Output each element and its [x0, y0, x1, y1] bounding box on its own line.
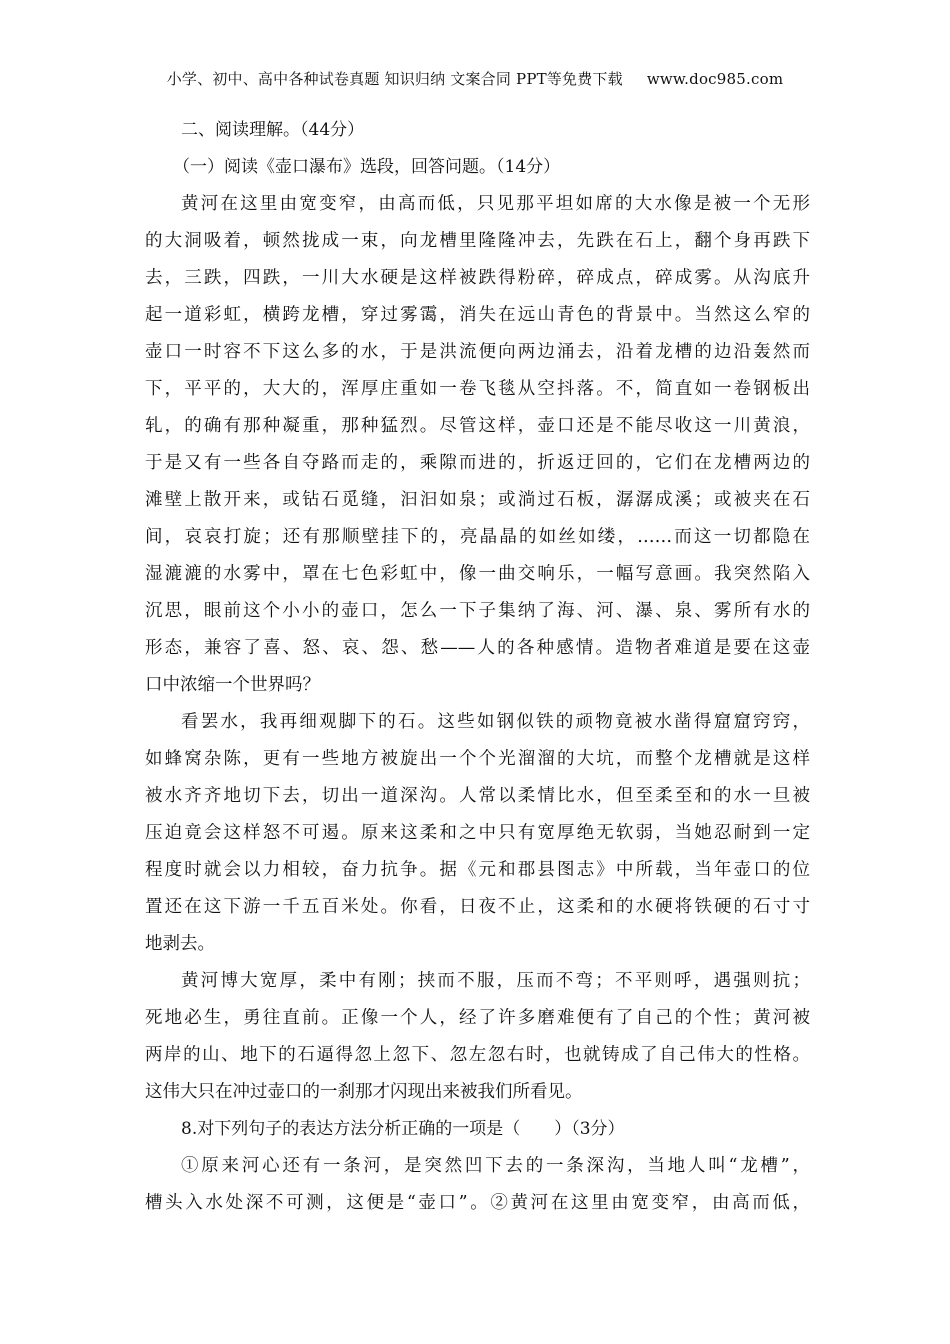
text-line: 轧，的确有那种凝重，那种猛烈。尽管这样，壶口还是不能尽收这一川黄浪， — [145, 416, 810, 436]
text-line: 黄河博大宽厚，柔中有刚；挟而不服，压而不弯；不平则呼，遇强则抗； — [181, 971, 810, 991]
page-header — [0, 68, 950, 89]
text-line: 起一道彩虹，横跨龙槽，穿过雾霭，消失在远山青色的背景中。当然这么窄的 — [145, 305, 810, 325]
text-line: 下，平平的，大大的，浑厚庄重如一卷飞毯从空抖落。不，简直如一卷钢板出 — [145, 379, 810, 399]
text-line: 地剥去。 — [145, 934, 215, 954]
text-line: 于是又有一些各自夺路而走的，乘隙而进的，折返迂回的，它们在龙槽两边的 — [145, 453, 810, 473]
text-line: 滩壁上散开来，或钻石觅缝，汩汩如泉；或淌过石板，潺潺成溪；或被夹在石 — [145, 490, 810, 510]
section-title: 二、阅读理解。（44分） — [181, 120, 365, 140]
text-line: 置还在这下游一千五百米处。你看，日夜不止，这柔和的水硬将铁硬的石寸寸 — [145, 897, 810, 917]
text-line: 壶口一时容不下这么多的水，于是洪流便向两边涌去，沿着龙槽的边沿轰然而 — [145, 342, 810, 362]
text-line: 这伟大只在冲过壶口的一刹那才闪现出来被我们所看见。 — [145, 1082, 583, 1102]
paragraph-2 — [145, 704, 810, 963]
header-text: 小学、初中、高中各种试卷真题 知识归纳 文案合同 PPT等免费下载 — [166, 70, 623, 88]
text-line: 如蜂窝杂陈，更有一些地方被旋出一个个光溜溜的大坑，而整个龙槽就是这样 — [145, 749, 810, 769]
text-line: 压迫竟会这样怒不可遏。原来这柔和之中只有宽厚绝无软弱，当她忍耐到一定 — [145, 823, 810, 843]
text-line: 间，哀哀打旋；还有那顺壁挂下的，亮晶晶的如丝如缕，……而这一切都隐在 — [145, 527, 810, 547]
paragraph-3 — [145, 963, 810, 1111]
text-line: 形态，兼容了喜、怒、哀、怨、愁——人的各种感情。造物者难道是要在这壶 — [145, 638, 810, 658]
question-text-line: 槽头入水处深不可测，这便是“壶口”。②黄河在这里由宽变窄，由高而低， — [145, 1193, 810, 1213]
header-site: www.doc985.com — [646, 70, 784, 88]
section-subtitle: （一）阅读《壶口瀑布》选段，回答问题。（14分） — [173, 157, 561, 177]
text-line: 程度时就会以力相较，奋力抗争。据《元和郡县图志》中所载，当年壶口的位 — [145, 860, 810, 880]
text-line: 死地必生，勇往直前。正像一个人，经了许多磨难便有了自己的个性；黄河被 — [145, 1008, 810, 1028]
document-body — [145, 112, 810, 1222]
text-line: 口中浓缩一个世界吗？ — [145, 675, 320, 695]
text-line: 的大洞吸着，顿然拢成一束，向龙槽里隆隆冲去，先跌在石上，翻个身再跌下 — [145, 231, 810, 251]
paragraph-1 — [145, 186, 810, 704]
text-line: 去，三跌，四跌，一川大水硬是这样被跌得粉碎，碎成点，碎成雾。从沟底升 — [145, 268, 810, 288]
text-line: 两岸的山、地下的石逼得忽上忽下、忽左忽右时，也就铸成了自己伟大的性格。 — [145, 1045, 810, 1065]
text-line: 被水齐齐地切下去，切出一道深沟。人常以柔情比水，但至柔至和的水一旦被 — [145, 786, 810, 806]
text-line: 黄河在这里由宽变窄，由高而低，只见那平坦如席的大水像是被一个无形 — [181, 194, 810, 214]
text-line: 湿漉漉的水雾中，罩在七色彩虹中，像一曲交响乐，一幅写意画。我突然陷入 — [145, 564, 810, 584]
question-8: 8.对下列句子的表达方法分析正确的一项是（ ）（3分） — [181, 1119, 625, 1139]
text-line: 看罢水，我再细观脚下的石。这些如钢似铁的顽物竟被水凿得窟窟窍窍， — [181, 712, 810, 732]
text-line: 沉思，眼前这个小小的壶口，怎么一下子集纳了海、河、瀑、泉、雾所有水的 — [145, 601, 810, 621]
question-text-line: ①原来河心还有一条河，是突然凹下去的一条深沟，当地人叫“龙槽”， — [181, 1156, 810, 1176]
